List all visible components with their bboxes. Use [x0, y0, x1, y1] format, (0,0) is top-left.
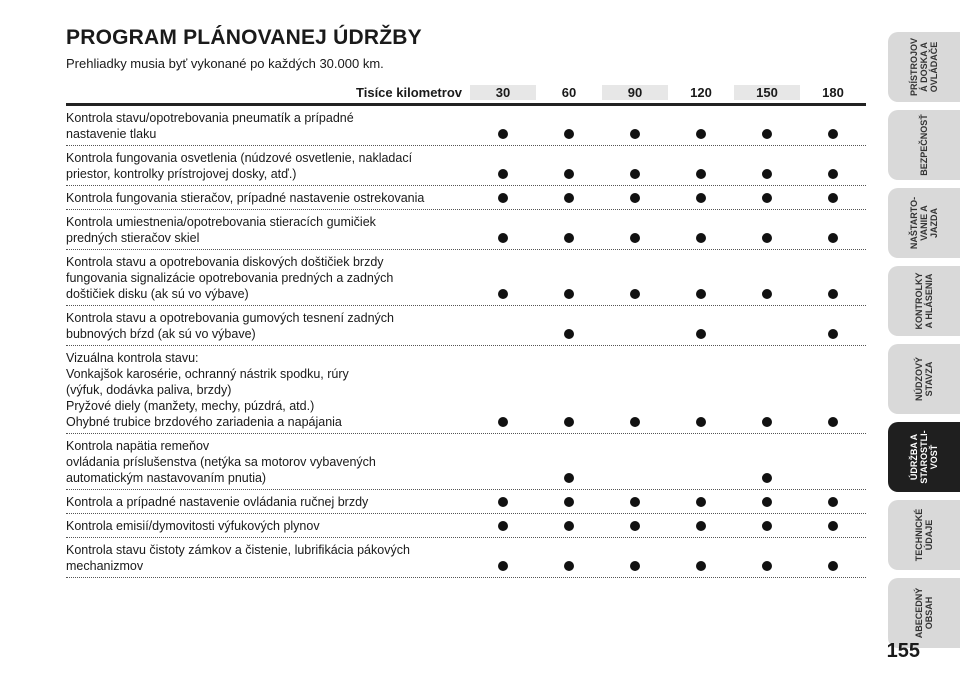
- service-dot-icon: [696, 193, 706, 203]
- mark-cell: [668, 126, 734, 142]
- service-dot-icon: [498, 233, 508, 243]
- service-dot-icon: [564, 521, 574, 531]
- service-dot-icon: [762, 129, 772, 139]
- table-row: [66, 434, 866, 490]
- page-title: PROGRAM PLÁNOVANEJ ÚDRŽBY: [66, 26, 422, 49]
- mark-cell: [734, 230, 800, 246]
- mark-cell: [470, 230, 536, 246]
- km-column-header: 180: [800, 85, 866, 100]
- service-dot-icon: [498, 417, 508, 427]
- service-dot-icon: [630, 169, 640, 179]
- mark-cell: [668, 326, 734, 342]
- row-marks: [470, 190, 866, 206]
- mark-cell: [734, 126, 800, 142]
- km-label: Tisíce kilometrov: [356, 85, 462, 100]
- mark-cell: [800, 470, 866, 486]
- chapter-tab-label: ABECEDNÝ OBSAH: [914, 587, 934, 639]
- page-subtitle: Prehliadky musia byť vykonané po každých 30.000 km.: [66, 56, 384, 71]
- service-dot-icon: [762, 193, 772, 203]
- table-row: [66, 210, 866, 250]
- mark-cell: [734, 518, 800, 534]
- mark-cell: [470, 190, 536, 206]
- table-row: [66, 538, 866, 578]
- mark-cell: [536, 326, 602, 342]
- table-header: [66, 80, 866, 106]
- row-description: Vizuálna kontrola stavu: Vonkajšok karosérie, ochranný nástrik spodku, rúry (výfuk, dodávka paliva, brzdy) Pryžové diely (manžety, mechy, púzdrá, atd.) Ohybné trubice brzdového zariadenia a napájania: [66, 351, 349, 429]
- mark-cell: [536, 414, 602, 430]
- maintenance-schedule-table: [66, 80, 866, 578]
- row-marks: [470, 414, 866, 430]
- km-column-header: 120: [668, 85, 734, 100]
- mark-cell: [470, 470, 536, 486]
- service-dot-icon: [630, 417, 640, 427]
- service-dot-icon: [762, 169, 772, 179]
- mark-cell: [734, 190, 800, 206]
- service-dot-icon: [564, 129, 574, 139]
- row-marks: [470, 470, 866, 486]
- service-dot-icon: [762, 497, 772, 507]
- mark-cell: [470, 414, 536, 430]
- service-dot-icon: [696, 561, 706, 571]
- service-dot-icon: [828, 289, 838, 299]
- mark-cell: [800, 494, 866, 510]
- mark-cell: [800, 414, 866, 430]
- service-dot-icon: [696, 233, 706, 243]
- row-description: Kontrola napätia remeňov ovládania príslušenstva (netýka sa motorov vybavených automatickým nastavovaním pnutia): [66, 439, 376, 485]
- row-marks: [470, 166, 866, 182]
- service-dot-icon: [630, 193, 640, 203]
- mark-cell: [668, 414, 734, 430]
- chapter-tab[interactable]: [888, 422, 960, 492]
- mark-cell: [734, 494, 800, 510]
- service-dot-icon: [630, 497, 640, 507]
- mark-cell: [668, 286, 734, 302]
- service-dot-icon: [828, 233, 838, 243]
- row-marks: [470, 518, 866, 534]
- mark-cell: [800, 126, 866, 142]
- mark-cell: [536, 230, 602, 246]
- mark-cell: [734, 326, 800, 342]
- service-dot-icon: [762, 289, 772, 299]
- table-row: [66, 514, 866, 538]
- service-dot-icon: [564, 193, 574, 203]
- chapter-tabs: [888, 32, 960, 656]
- service-dot-icon: [564, 417, 574, 427]
- service-dot-icon: [696, 329, 706, 339]
- mark-cell: [602, 230, 668, 246]
- mark-cell: [602, 518, 668, 534]
- service-dot-icon: [564, 497, 574, 507]
- row-marks: [470, 494, 866, 510]
- mark-cell: [470, 518, 536, 534]
- mark-cell: [602, 166, 668, 182]
- mark-cell: [470, 494, 536, 510]
- table-row: [66, 186, 866, 210]
- service-dot-icon: [498, 289, 508, 299]
- mark-cell: [536, 518, 602, 534]
- mark-cell: [470, 166, 536, 182]
- service-dot-icon: [828, 169, 838, 179]
- mark-cell: [668, 494, 734, 510]
- km-columns: [470, 85, 866, 100]
- chapter-tab-label: PRÍSTROJOV Á DOSKA A OVLÁDAČE: [909, 38, 939, 97]
- table-row: [66, 106, 866, 146]
- mark-cell: [800, 190, 866, 206]
- service-dot-icon: [696, 289, 706, 299]
- table-row: [66, 346, 866, 434]
- service-dot-icon: [630, 129, 640, 139]
- mark-cell: [602, 494, 668, 510]
- mark-cell: [536, 470, 602, 486]
- mark-cell: [668, 558, 734, 574]
- km-column-header: 30: [470, 85, 536, 100]
- chapter-tab-label: NAŠTARTO- VANIE A JAZDA: [909, 196, 939, 250]
- table-row: [66, 490, 866, 514]
- service-dot-icon: [498, 193, 508, 203]
- row-marks: [470, 326, 866, 342]
- service-dot-icon: [828, 329, 838, 339]
- mark-cell: [602, 558, 668, 574]
- service-dot-icon: [828, 129, 838, 139]
- row-description: Kontrola stavu a opotrebovania diskových doštičiek brzdy fungovania signalizácie opotrebovania predných a zadných doštičiek disku (ak sú vo výbave): [66, 255, 394, 301]
- mark-cell: [536, 126, 602, 142]
- service-dot-icon: [498, 497, 508, 507]
- service-dot-icon: [696, 169, 706, 179]
- mark-cell: [536, 190, 602, 206]
- mark-cell: [602, 286, 668, 302]
- service-dot-icon: [762, 521, 772, 531]
- mark-cell: [800, 326, 866, 342]
- service-dot-icon: [828, 417, 838, 427]
- mark-cell: [668, 166, 734, 182]
- service-dot-icon: [630, 521, 640, 531]
- row-description: Kontrola stavu čistoty zámkov a čistenie, lubrifikácia pákových mechanizmov: [66, 543, 410, 573]
- chapter-tab-label: NÚDZOVÝ STAVZA: [914, 357, 934, 402]
- chapter-tab[interactable]: [888, 500, 960, 570]
- mark-cell: [734, 286, 800, 302]
- service-dot-icon: [696, 497, 706, 507]
- mark-cell: [470, 286, 536, 302]
- row-marks: [470, 286, 866, 302]
- service-dot-icon: [762, 233, 772, 243]
- service-dot-icon: [696, 417, 706, 427]
- row-description: Kontrola a prípadné nastavenie ovládania ručnej brzdy: [66, 495, 369, 509]
- service-dot-icon: [498, 169, 508, 179]
- row-description: Kontrola stavu a opotrebovania gumových tesnení zadných bubnových bŕzd (ak sú vo výbave): [66, 311, 394, 341]
- chapter-tab-label: BEZPEČNOSŤ: [919, 114, 929, 176]
- chapter-tab-label: ÚDRŽBA A STAROSTLI- VOSŤ: [909, 430, 939, 484]
- mark-cell: [800, 166, 866, 182]
- service-dot-icon: [630, 233, 640, 243]
- chapter-tab[interactable]: [888, 578, 960, 648]
- service-dot-icon: [564, 561, 574, 571]
- chapter-tab[interactable]: [888, 188, 960, 258]
- service-dot-icon: [498, 561, 508, 571]
- service-dot-icon: [696, 129, 706, 139]
- chapter-tab-label: KONTROLKY A HLÁSENIA: [914, 272, 934, 330]
- mark-cell: [734, 166, 800, 182]
- chapter-tab[interactable]: [888, 32, 960, 102]
- mark-cell: [602, 470, 668, 486]
- mark-cell: [734, 470, 800, 486]
- mark-cell: [800, 286, 866, 302]
- mark-cell: [536, 286, 602, 302]
- service-dot-icon: [498, 521, 508, 531]
- mark-cell: [602, 414, 668, 430]
- mark-cell: [536, 558, 602, 574]
- mark-cell: [470, 126, 536, 142]
- chapter-tab[interactable]: [888, 344, 960, 414]
- table-row: [66, 146, 866, 186]
- chapter-tab-label: TECHNICKÉ ÚDAJE: [914, 508, 934, 562]
- service-dot-icon: [630, 289, 640, 299]
- service-dot-icon: [564, 473, 574, 483]
- mark-cell: [800, 558, 866, 574]
- row-description: Kontrola stavu/opotrebovania pneumatík a prípadné nastavenie tlaku: [66, 111, 354, 141]
- chapter-tab[interactable]: [888, 266, 960, 336]
- row-marks: [470, 558, 866, 574]
- page-number: 155: [886, 640, 920, 662]
- row-marks: [470, 126, 866, 142]
- row-description: Kontrola fungovania osvetlenia (núdzové osvetlenie, nakladací priestor, kontrolky prístrojovej dosky, atď.): [66, 151, 413, 181]
- service-dot-icon: [564, 169, 574, 179]
- mark-cell: [602, 190, 668, 206]
- mark-cell: [470, 558, 536, 574]
- row-marks: [470, 230, 866, 246]
- mark-cell: [536, 166, 602, 182]
- service-dot-icon: [696, 521, 706, 531]
- mark-cell: [668, 230, 734, 246]
- service-dot-icon: [564, 289, 574, 299]
- km-column-header: 90: [602, 85, 668, 100]
- mark-cell: [734, 414, 800, 430]
- service-dot-icon: [762, 561, 772, 571]
- mark-cell: [470, 326, 536, 342]
- table-row: [66, 250, 866, 306]
- km-column-header: 60: [536, 85, 602, 100]
- schedule-rows: [66, 106, 866, 578]
- service-dot-icon: [762, 473, 772, 483]
- service-dot-icon: [828, 193, 838, 203]
- service-dot-icon: [564, 329, 574, 339]
- row-description: Kontrola umiestnenia/opotrebovania stieracích gumičiek predných stieračov skiel: [66, 215, 376, 245]
- mark-cell: [668, 190, 734, 206]
- service-dot-icon: [630, 561, 640, 571]
- service-dot-icon: [828, 497, 838, 507]
- mark-cell: [602, 326, 668, 342]
- mark-cell: [536, 494, 602, 510]
- mark-cell: [668, 518, 734, 534]
- mark-cell: [668, 470, 734, 486]
- service-dot-icon: [762, 417, 772, 427]
- mark-cell: [800, 518, 866, 534]
- km-column-header: 150: [734, 85, 800, 100]
- service-dot-icon: [828, 521, 838, 531]
- mark-cell: [734, 558, 800, 574]
- chapter-tab[interactable]: [888, 110, 960, 180]
- service-dot-icon: [498, 129, 508, 139]
- row-description: Kontrola emisií/dymovitosti výfukových plynov: [66, 519, 320, 533]
- mark-cell: [602, 126, 668, 142]
- service-dot-icon: [828, 561, 838, 571]
- service-dot-icon: [564, 233, 574, 243]
- row-description: Kontrola fungovania stieračov, prípadné nastavenie ostrekovania: [66, 191, 425, 205]
- mark-cell: [800, 230, 866, 246]
- table-row: [66, 306, 866, 346]
